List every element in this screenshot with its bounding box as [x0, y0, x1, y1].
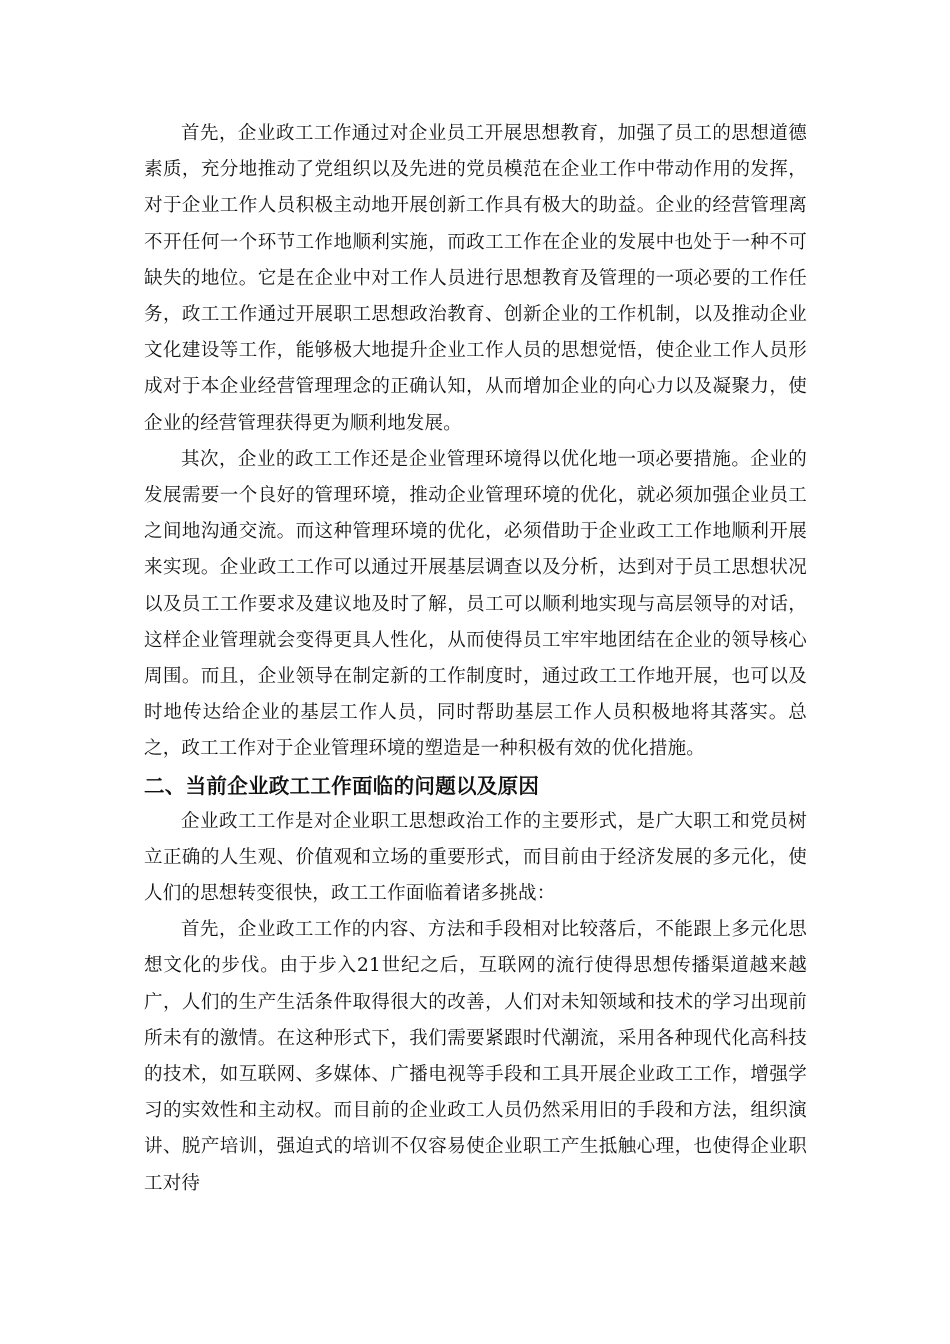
paragraph-second-point: 其次，企业的政工工作还是企业管理环境得以优化地一项必要措施。企业的发展需要一个良好的管理环境，推动企业管理环境的优化，就必须加强企业员工之间地沟通交流。而这种管理环境的优化，必须借助于企业政工工作地顺利开展来实现。企业政工工作可以通过开展基层调查以及分析，达到对于员工思想状况以及员工工作要求及建议地及时了解，员工可以顺利地实现与高层领导的对话，这样企业管理就会变得更具人性化，从而使得员工牢牢地团结在企业的领导核心周围。而且，企业领导在制定新的工作制度时，通过政工工作地开展，也可以及时地传达给企业的基层工作人员，同时帮助基层工作人员积极地将其落实。总之，政工工作对于企业管理环境的塑造是一种积极有效的优化措施。 — [144, 448, 807, 760]
paragraph-section-intro: 企业政工工作是对企业职工思想政治工作的主要形式，是广大职工和党员树立正确的人生观、价值观和立场的重要形式，而目前由于经济发展的多元化，使人们的思想转变很快，政工工作面临着诸多挑战： — [144, 810, 807, 905]
document-page — [144, 116, 807, 1202]
section-heading: 二、当前企业政工工作面临的问题以及原因 — [144, 773, 540, 798]
paragraph-problem-first: 首先，企业政工工作的内容、方法和手段相对比较落后，不能跟上多元化思想文化的步伐。由于步入21世纪之后，互联网的流行使得思想传播渠道越来越广，人们的生产生活条件取得很大的改善，人们对未知领域和技术的学习出现前所未有的激情。在这种形式下，我们需要紧跟时代潮流，采用各种现代化高科技的技术，如互联网、多媒体、广播电视等手段和工具开展企业政工工作，增强学习的实效性和主动权。而目前的企业政工人员仍然采用旧的手段和方法，组织演讲、脱产培训，强迫式的培训不仅容易使企业职工产生抵触心理，也使得企业职工对待 — [144, 919, 807, 1194]
paragraph-first-point: 首先，企业政工工作通过对企业员工开展思想教育，加强了员工的思想道德素质，充分地推动了党组织以及先进的党员模范在企业工作中带动作用的发挥，对于企业工作人员积极主动地开展创新工作具有极大的助益。企业的经营管理离不开任何一个环节工作地顺利实施，而政工工作在企业的发展中也处于一种不可缺失的地位。它是在企业中对工作人员进行思想教育及管理的一项必要的工作任务，政工工作通过开展职工思想政治教育、创新企业的工作机制，以及推动企业文化建设等工作，能够极大地提升企业工作人员的思想觉悟，使企业工作人员形成对于本企业经营管理理念的正确认知，从而增加企业的向心力以及凝聚力，使企业的经营管理获得更为顺利地发展。 — [144, 123, 807, 434]
